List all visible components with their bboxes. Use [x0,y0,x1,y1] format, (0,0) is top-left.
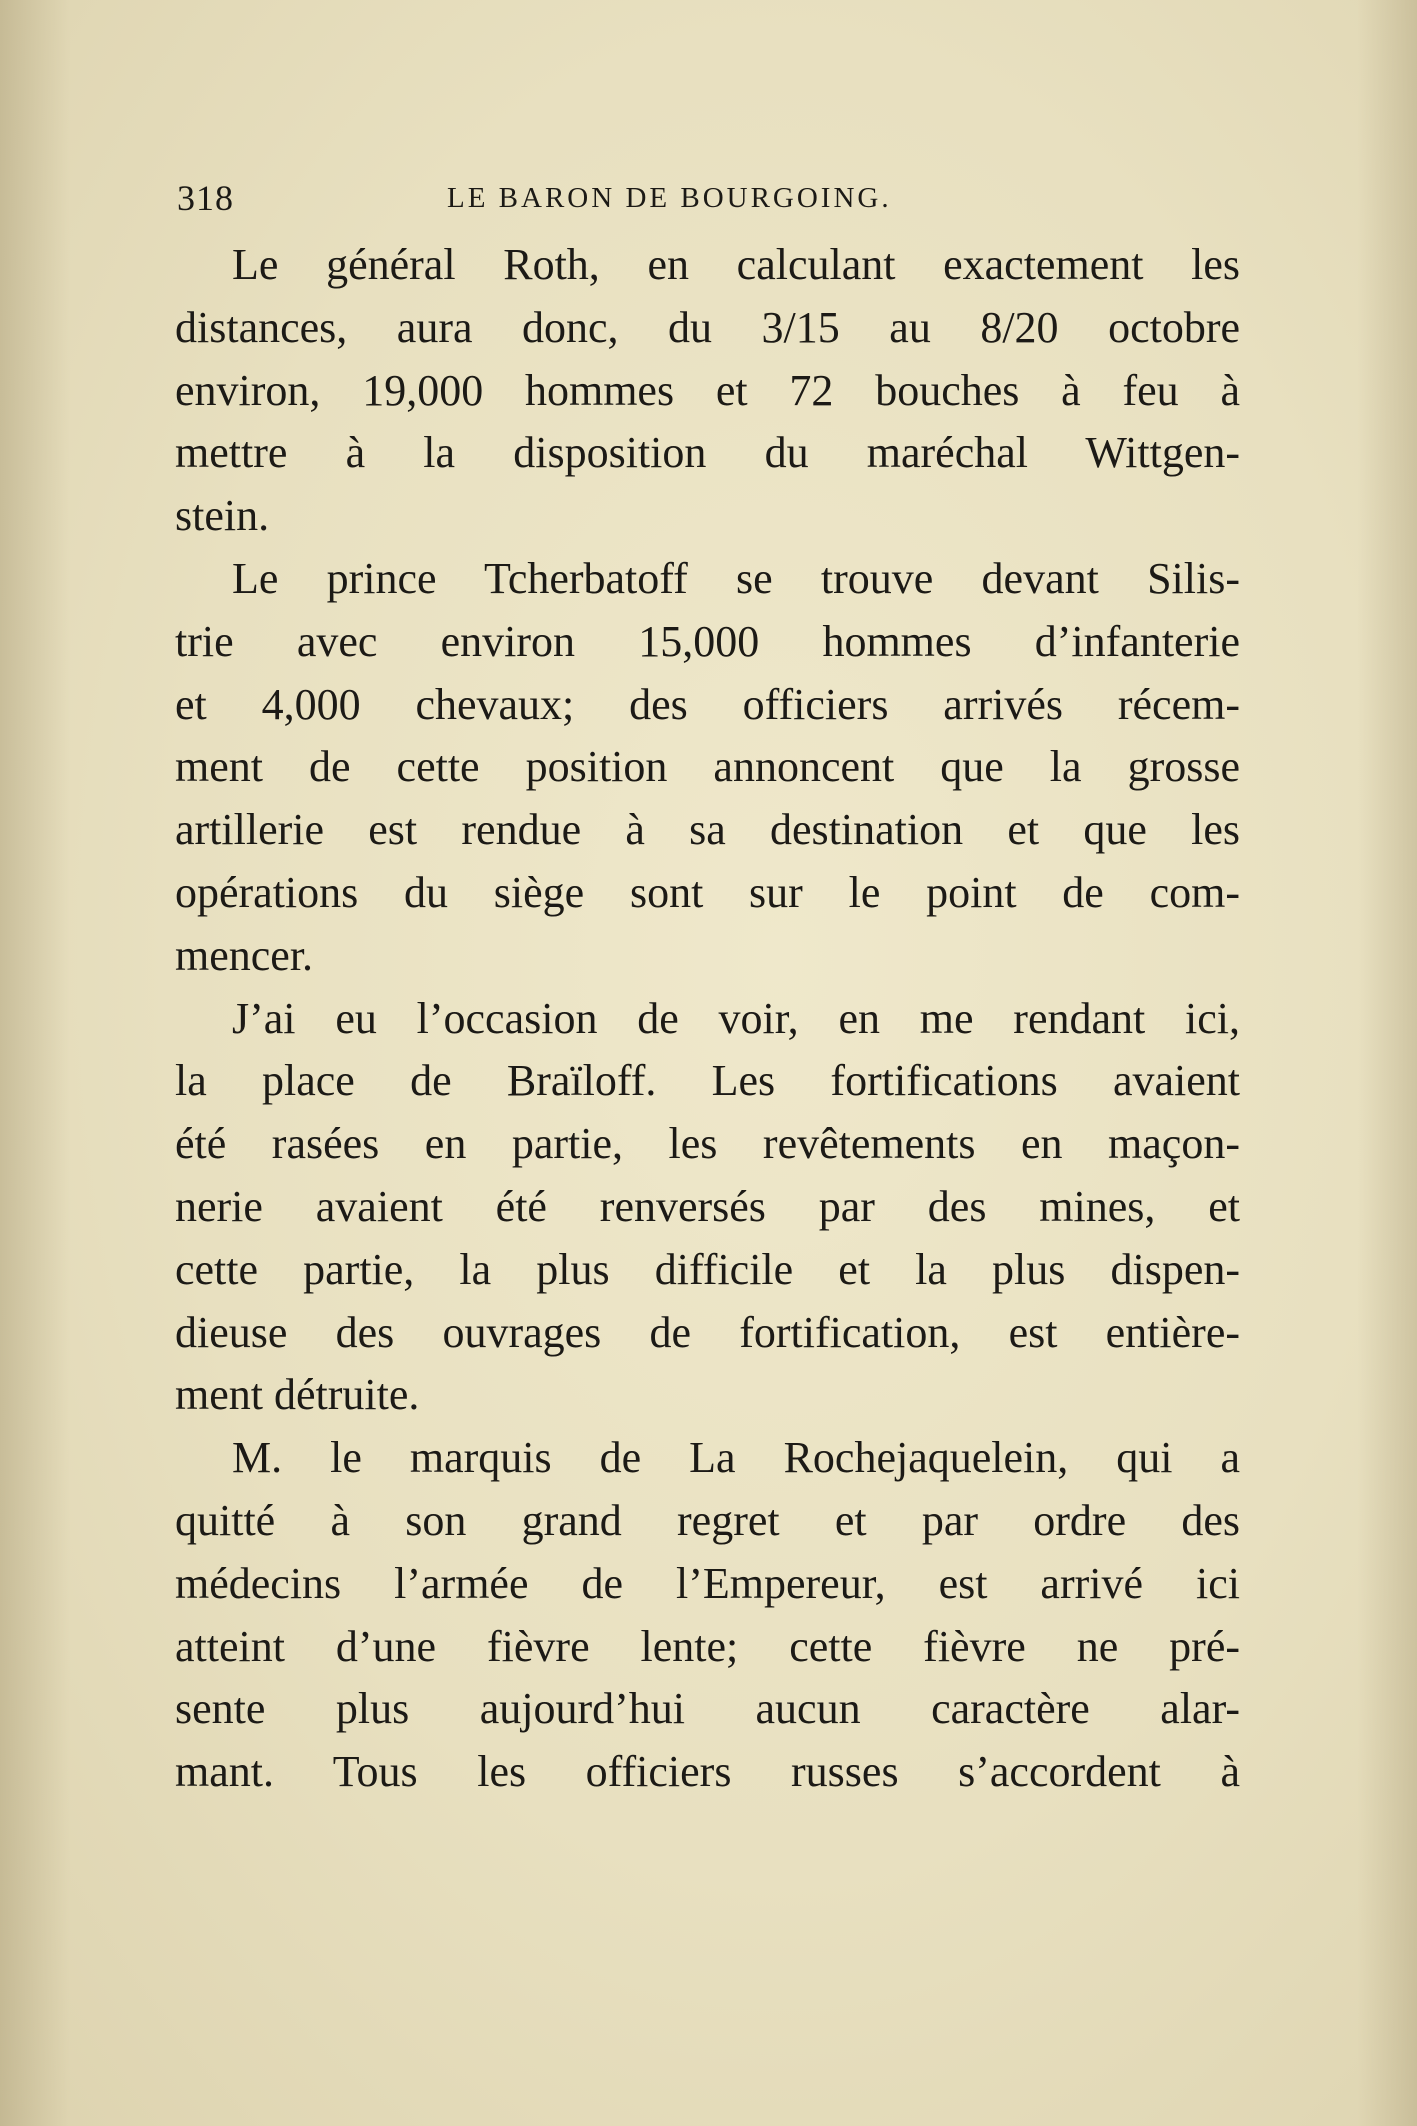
text-line: artillerie est rendue à sa destination et que les [175,805,1240,855]
page-number: 318 [177,178,234,218]
text-line: quitté à son grand regret et par ordre des [175,1495,1240,1545]
text-line: Le général Roth, en calculant exactement les [232,240,1240,289]
page-shadow-right [1357,0,1417,2126]
text-line: atteint d’une fièvre lente; cette fièvre ne pré- [175,1621,1240,1671]
text-line: mettre à la disposition du maréchal Wittgen- [175,428,1240,478]
text-line: Le prince Tcherbatoff se trouve devant Silis- [232,553,1240,603]
text-line: la place de Braïloff. Les fortifications avaient [175,1056,1240,1106]
page-header [177,168,1237,228]
text-line: ment de cette position annoncent que la grosse [175,742,1240,792]
text-line: cette partie, la plus difficile et la plus dispen- [175,1244,1240,1294]
body-text [175,234,1240,1804]
text-line: sente plus aujourd’hui aucun caractère alar- [175,1684,1240,1734]
text-line: et 4,000 chevaux; des officiers arrivés récem- [175,679,1240,729]
text-line: mencer. [175,930,314,980]
text-line: trie avec environ 15,000 hommes d’infanterie [175,616,1240,666]
text-line: stein. [175,491,270,541]
running-title: LE BARON DE BOURGOING. [447,182,892,214]
text-line: ment détruite. [175,1370,420,1420]
text-line: médecins l’armée de l’Empereur, est arrivé ici [175,1558,1240,1608]
text-line: distances, aura donc, du 3/15 au 8/20 octobre [175,302,1240,352]
text-line: mant. Tous les officiers russes s’accordent à [175,1747,1240,1797]
text-line: dieuse des ouvrages de fortification, est entière- [175,1307,1240,1357]
page-shadow-left [0,0,70,2126]
text-line: environ, 19,000 hommes et 72 bouches à feu à [175,365,1240,415]
text-line: nerie avaient été renversés par des mines, et [175,1181,1240,1231]
text-line: été rasées en partie, les revêtements en maçon- [175,1119,1240,1169]
text-line: opérations du siège sont sur le point de com- [175,867,1240,917]
text-line: M. le marquis de La Rochejaquelein, qui a [232,1433,1240,1483]
text-line: J’ai eu l’occasion de voir, en me rendant ici, [232,993,1240,1043]
